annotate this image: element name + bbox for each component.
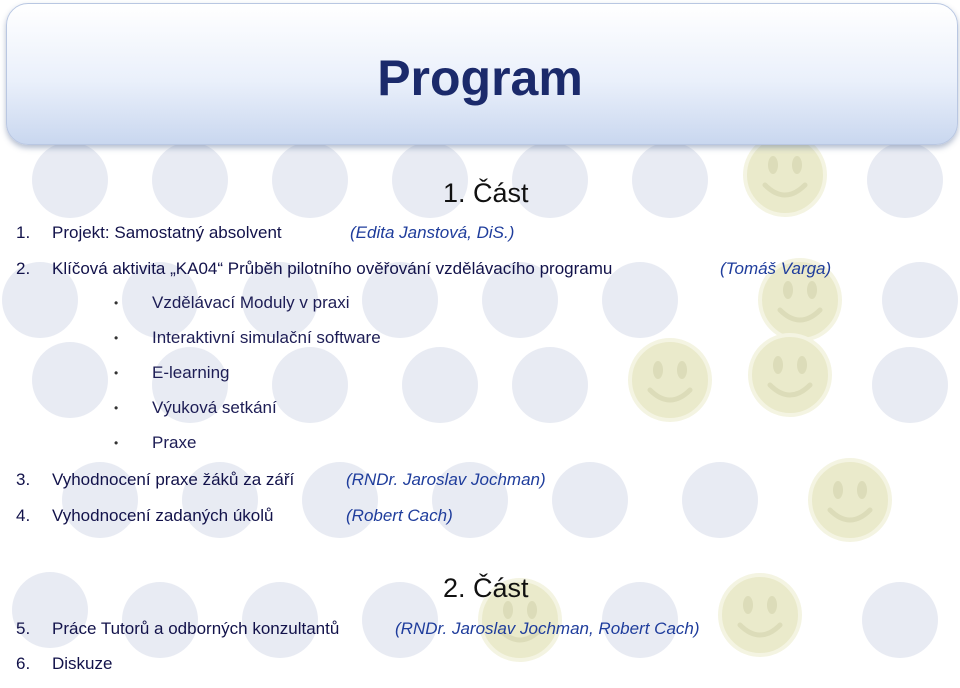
item-number: 6. xyxy=(16,654,31,673)
subitem: Výuková setkání xyxy=(152,398,277,417)
part1-heading: 1. Část xyxy=(443,178,529,208)
item-number: 4. xyxy=(16,506,31,525)
item-person: (RNDr. Jaroslav Jochman, Robert Cach) xyxy=(395,619,700,638)
bullet-icon: • xyxy=(114,366,119,380)
item-text: Práce Tutorů a odborných konzultantů xyxy=(52,619,340,638)
item-person: (Robert Cach) xyxy=(346,506,453,525)
item-person: (RNDr. Jaroslav Jochman) xyxy=(346,470,546,489)
bullet-icon: • xyxy=(114,331,119,345)
page-title: Program xyxy=(377,50,583,106)
item-person: (Tomáš Varga) xyxy=(720,259,832,278)
item-number: 3. xyxy=(16,470,31,489)
bullet-icon: • xyxy=(114,401,119,415)
subitem: Praxe xyxy=(152,433,197,452)
item-number: 5. xyxy=(16,619,31,638)
item-text: Klíčová aktivita „KA04“ Průběh pilotního ověřování vzdělávacího programu xyxy=(52,259,613,278)
item-number: 1. xyxy=(16,223,31,242)
item-person: (Edita Janstová, DiS.) xyxy=(350,223,515,242)
item-number: 2. xyxy=(16,259,31,278)
bullet-icon: • xyxy=(114,296,119,310)
item-text: Vyhodnocení praxe žáků za září xyxy=(52,470,295,489)
subitem: E-learning xyxy=(152,363,230,382)
subitem: Vzdělávací Moduly v praxi xyxy=(152,293,350,312)
bullet-icon: • xyxy=(114,436,119,450)
subitem: Interaktivní simulační software xyxy=(152,328,381,347)
part2-heading: 2. Část xyxy=(443,573,529,603)
item-text: Projekt: Samostatný absolvent xyxy=(52,223,282,242)
item-text: Diskuze xyxy=(52,654,113,673)
item-text: Vyhodnocení zadaných úkolů xyxy=(52,506,274,525)
